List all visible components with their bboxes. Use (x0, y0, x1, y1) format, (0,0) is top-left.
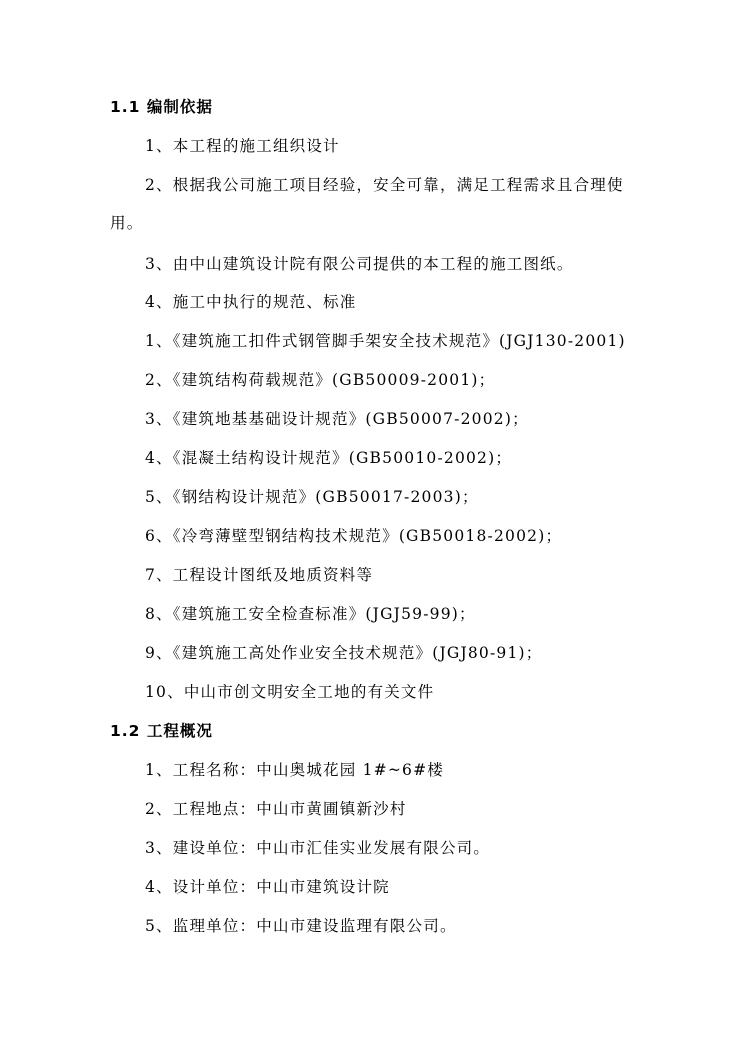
basis-item-2: 2、根据我公司施工项目经验，安全可靠，满足工程需求且合理使 (145, 176, 624, 194)
overview-item-4: 4、设计单位：中山市建筑设计院 (145, 878, 390, 896)
standard-item-5: 5、《钢结构设计规范》(GB50017-2003)； (145, 488, 479, 506)
overview-item-1: 1、工程名称：中山奥城花园 1#~6#楼 (145, 761, 444, 779)
standard-item-3: 3、《建筑地基基础设计规范》(GB50007-2002)； (145, 410, 529, 428)
basis-item-3: 3、由中山建筑设计院有限公司提供的本工程的施工图纸。 (145, 255, 574, 273)
basis-item-2-continuation: 用。 (110, 214, 144, 232)
section-2-heading: 1.2 工程概况 (110, 722, 213, 740)
overview-item-3: 3、建设单位：中山市汇佳实业发展有限公司。 (145, 839, 491, 857)
overview-item-2: 2、工程地点：中山市黄圃镇新沙村 (145, 800, 407, 818)
standard-item-6: 6、《冷弯薄壁型钢结构技术规范》(GB50018-2002)； (145, 527, 563, 545)
standard-item-7: 7、工程设计图纸及地质资料等 (145, 566, 374, 584)
basis-item-4: 4、施工中执行的规范、标准 (145, 293, 357, 311)
standard-item-1: 1、《建筑施工扣件式钢管脚手架安全技术规范》(JGJ130-2001) (145, 332, 626, 350)
standard-item-10: 10、中山市创文明安全工地的有关文件 (145, 683, 435, 701)
standard-item-8: 8、《建筑施工安全检查标准》(JGJ59-99)； (145, 605, 476, 623)
overview-item-5: 5、监理单位：中山市建设监理有限公司。 (145, 917, 457, 935)
section-1-heading: 1.1 编制依据 (110, 98, 213, 116)
standard-item-2: 2、《建筑结构荷载规范》(GB50009-2001)； (145, 371, 496, 389)
standard-item-9: 9、《建筑施工高处作业安全技术规范》(JGJ80-91)； (145, 644, 543, 662)
standard-item-4: 4、《混凝土结构设计规范》(GB50010-2002)； (145, 449, 513, 467)
basis-item-1: 1、本工程的施工组织设计 (145, 137, 340, 155)
